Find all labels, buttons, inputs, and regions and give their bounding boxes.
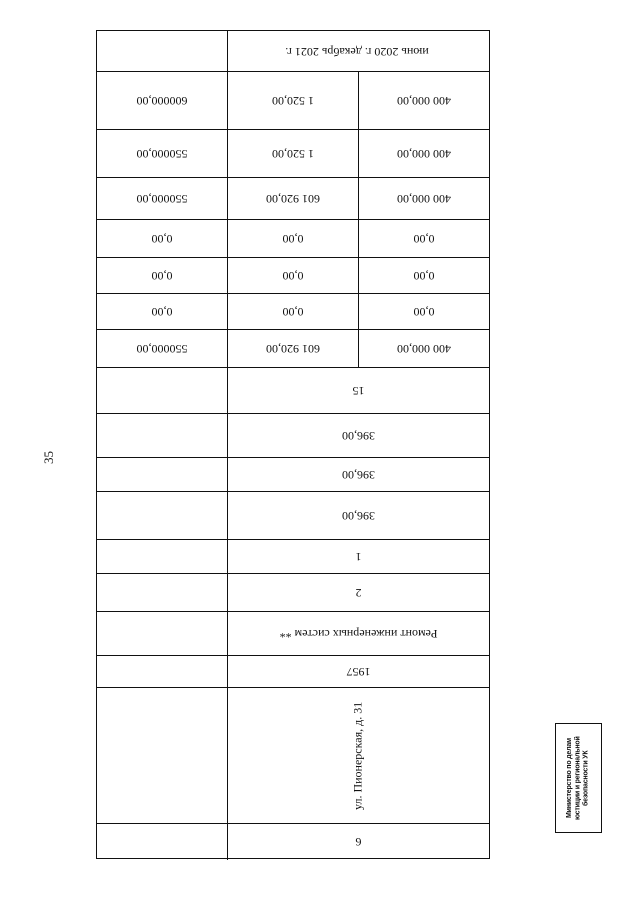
money-row-4-c: 0,00 — [151, 232, 173, 247]
area-3: 396,00 — [342, 509, 375, 524]
money-row-2-a: 400 000,00 — [397, 147, 451, 162]
money-row-3-c: 550000,00 — [136, 192, 188, 207]
address: ул. Пионерская, д. 31 — [350, 701, 365, 810]
money-row-1-a: 400 000,00 — [397, 94, 451, 109]
value-2: 2 — [355, 586, 362, 601]
money-row-3-a: 400 000,00 — [397, 192, 451, 207]
money-row-5-b: 0,00 — [282, 269, 304, 284]
work-type: Ремонт инженерных систем ** — [279, 627, 438, 642]
ministry-stamp: Министерство по делам юстиции и региональной безопасности УК — [555, 723, 602, 833]
register-table — [96, 30, 490, 859]
money-row-2-b: 1 520,00 — [272, 147, 314, 162]
value-15: 15 — [352, 384, 365, 399]
money-row-5-c: 0,00 — [151, 269, 173, 284]
header-period: июнь 2020 г. декабрь 2021 г. — [285, 44, 429, 59]
money-row-6-c: 0,00 — [151, 305, 173, 320]
money-row-5-a: 0,00 — [413, 269, 435, 284]
value-1: 1 — [355, 550, 362, 565]
area-2: 396,00 — [342, 468, 375, 483]
money-row-3-b: 601 920,00 — [266, 192, 320, 207]
money-row-4-a: 0,00 — [413, 232, 435, 247]
build-year: 1957 — [346, 665, 371, 680]
row-number: 6 — [355, 834, 362, 849]
money-row-1-c: 600000,00 — [136, 94, 188, 109]
money-row-7-b: 601 920,00 — [266, 342, 320, 357]
money-row-1-b: 1 520,00 — [272, 94, 314, 109]
page-number: 35 — [41, 451, 56, 465]
money-row-2-c: 550000,00 — [136, 147, 188, 162]
area-1: 396,00 — [342, 429, 375, 444]
money-row-7-c: 550000,00 — [136, 342, 188, 357]
money-row-7-a: 400 000,00 — [397, 342, 451, 357]
money-row-6-a: 0,00 — [413, 305, 435, 320]
money-row-6-b: 0,00 — [282, 305, 304, 320]
money-row-4-b: 0,00 — [282, 232, 304, 247]
